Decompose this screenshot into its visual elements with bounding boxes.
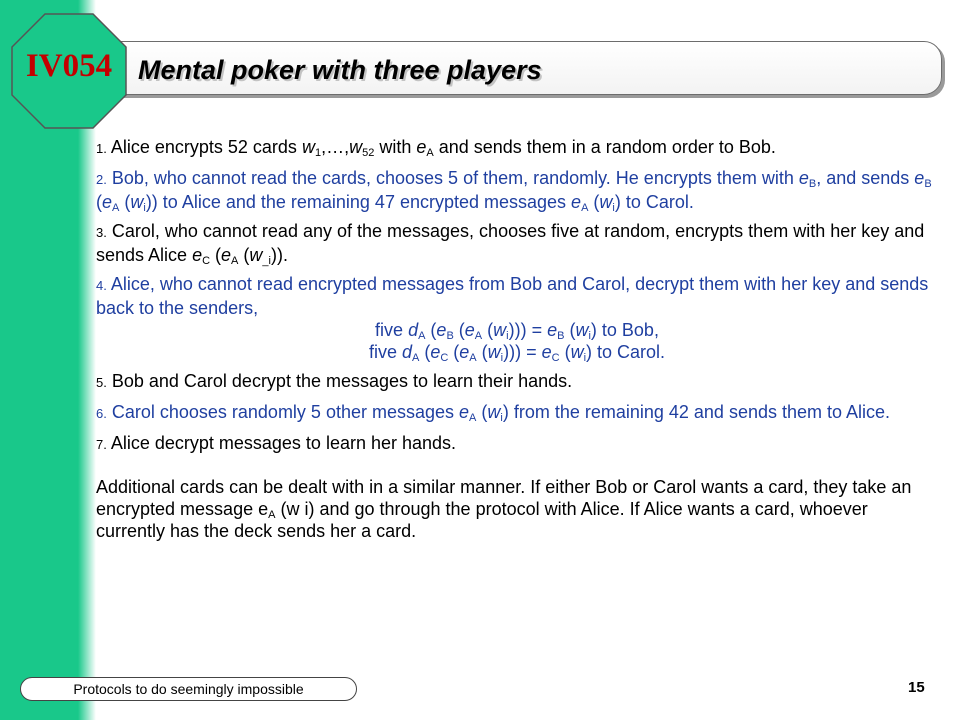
step-2: 2. Bob, who cannot read the cards, chooses 5 of them, randomly. He encrypts them with $e_B$, and sends $e_B$ ($e_A$ $(w_i)$) to Alice and the remaining 47 encrypted messages $e_A$ $(w_i)$ to Carol. <box>96 168 932 214</box>
step-1: 1. Alice encrypts 52 cards $w_1,\dots,w_{52}$ with $e_A$ and sends them in a random order to Bob. <box>96 137 776 159</box>
slide-content <box>96 136 938 542</box>
step-4-intro: 4. Alice, who cannot read encrypted messages from Bob and Carol, decrypt them with her key and sends back to the senders, <box>96 274 929 318</box>
step-number: 6. <box>96 406 107 421</box>
step-number: 3. <box>96 225 107 240</box>
course-code: IV054 <box>25 48 113 84</box>
step-number: 2. <box>96 172 107 187</box>
step-number: 4. <box>96 278 107 293</box>
step-4-formula-bob: five $d_A$ ($e_B$ ($e_A$ $(w_i))) = e_B$ $(w_i)$ to Bob, <box>375 320 659 342</box>
step-7: 7. Alice decrypt messages to learn her hands. <box>96 433 457 453</box>
step-number: 1. <box>96 141 107 156</box>
footer-label: Protocols to do seemingly impossible <box>73 681 304 697</box>
step-3: 3. Carol, who cannot read any of the messages, chooses five at random, encrypts them with her key and sends Alice $e_C$ ($e_A$ $(w_{\_i})$). <box>96 221 925 267</box>
additional-cards-paragraph: Additional cards can be dealt with in a similar manner. If either Bob or Carol wants a card, they take an encrypted message $e_A$ (w i) and go through the protocol with Alice. If Alice wants a card, whoever currently has the deck sends her a card. <box>96 477 912 541</box>
step-number: 7. <box>96 437 107 452</box>
step-5: 5. Bob and Carol decrypt the messages to learn their hands. <box>96 371 573 391</box>
slide-title: Mental poker with three players <box>138 55 542 85</box>
step-number: 5. <box>96 375 107 390</box>
page-number: 15 <box>908 679 925 696</box>
step-4-formula-carol: five $d_A$ ($e_C$ ($e_A$ $(w_i))) = e_C$ $(w_i)$ to Carol. <box>368 342 666 364</box>
step-6: 6. Carol chooses randomly 5 other messages $e_A$ $(w_i)$ from the remaining 42 and sends them to Alice. <box>96 402 891 424</box>
step-4 <box>96 273 938 363</box>
